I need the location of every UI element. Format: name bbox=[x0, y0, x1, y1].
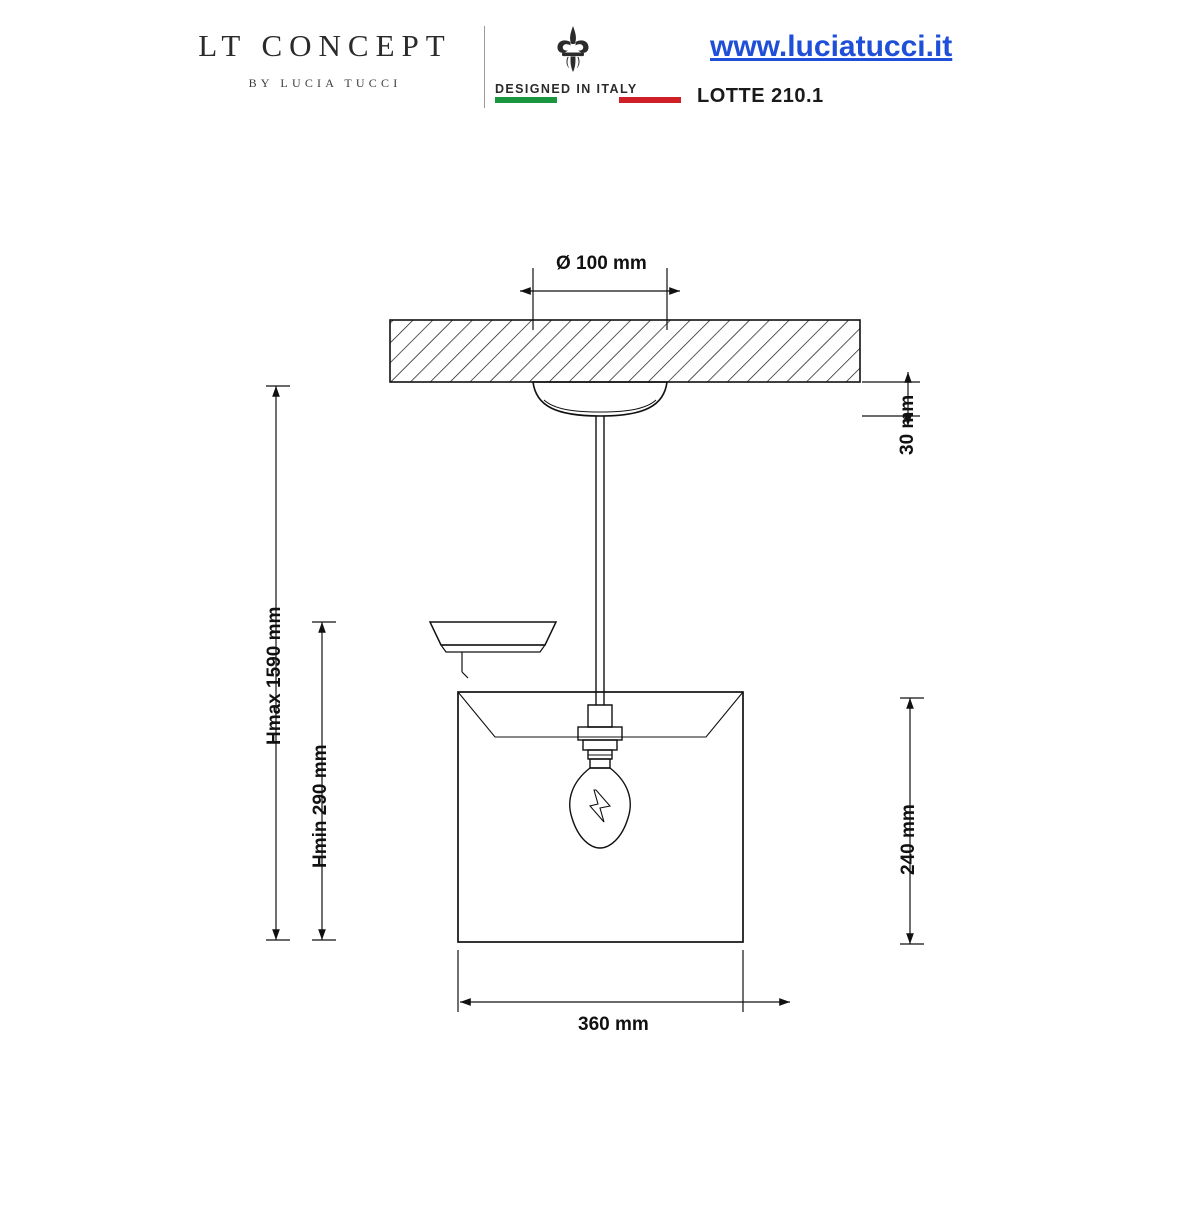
ceiling-slab bbox=[390, 320, 860, 382]
dimension-label-max-height: Hmax 1590 mm bbox=[264, 606, 285, 745]
lamp-shade bbox=[458, 692, 743, 942]
website-link[interactable]: www.luciatucci.it bbox=[710, 30, 953, 63]
brand-name: LT CONCEPT bbox=[198, 28, 452, 63]
designed-in-italy-label: DESIGNED IN ITALY bbox=[495, 82, 638, 96]
dimension-label-canopy-diameter: Ø 100 mm bbox=[556, 253, 647, 274]
dimension-label-canopy-height: 30 mm bbox=[897, 394, 918, 455]
model-name: LOTTE 210.1 bbox=[697, 85, 824, 107]
dimension-label-shade-height: 240 mm bbox=[898, 804, 919, 875]
mounting-plate-detail bbox=[430, 622, 556, 678]
brand-tagline: BY LUCIA TUCCI bbox=[248, 76, 402, 90]
dimension-shade-width bbox=[458, 950, 790, 1012]
canopy bbox=[533, 382, 667, 416]
dimension-label-min-height: Hmin 290 mm bbox=[310, 744, 331, 868]
dimension-label-shade-width: 360 mm bbox=[578, 1014, 649, 1035]
light-bulb bbox=[570, 768, 631, 848]
suspension-cable bbox=[596, 416, 604, 705]
